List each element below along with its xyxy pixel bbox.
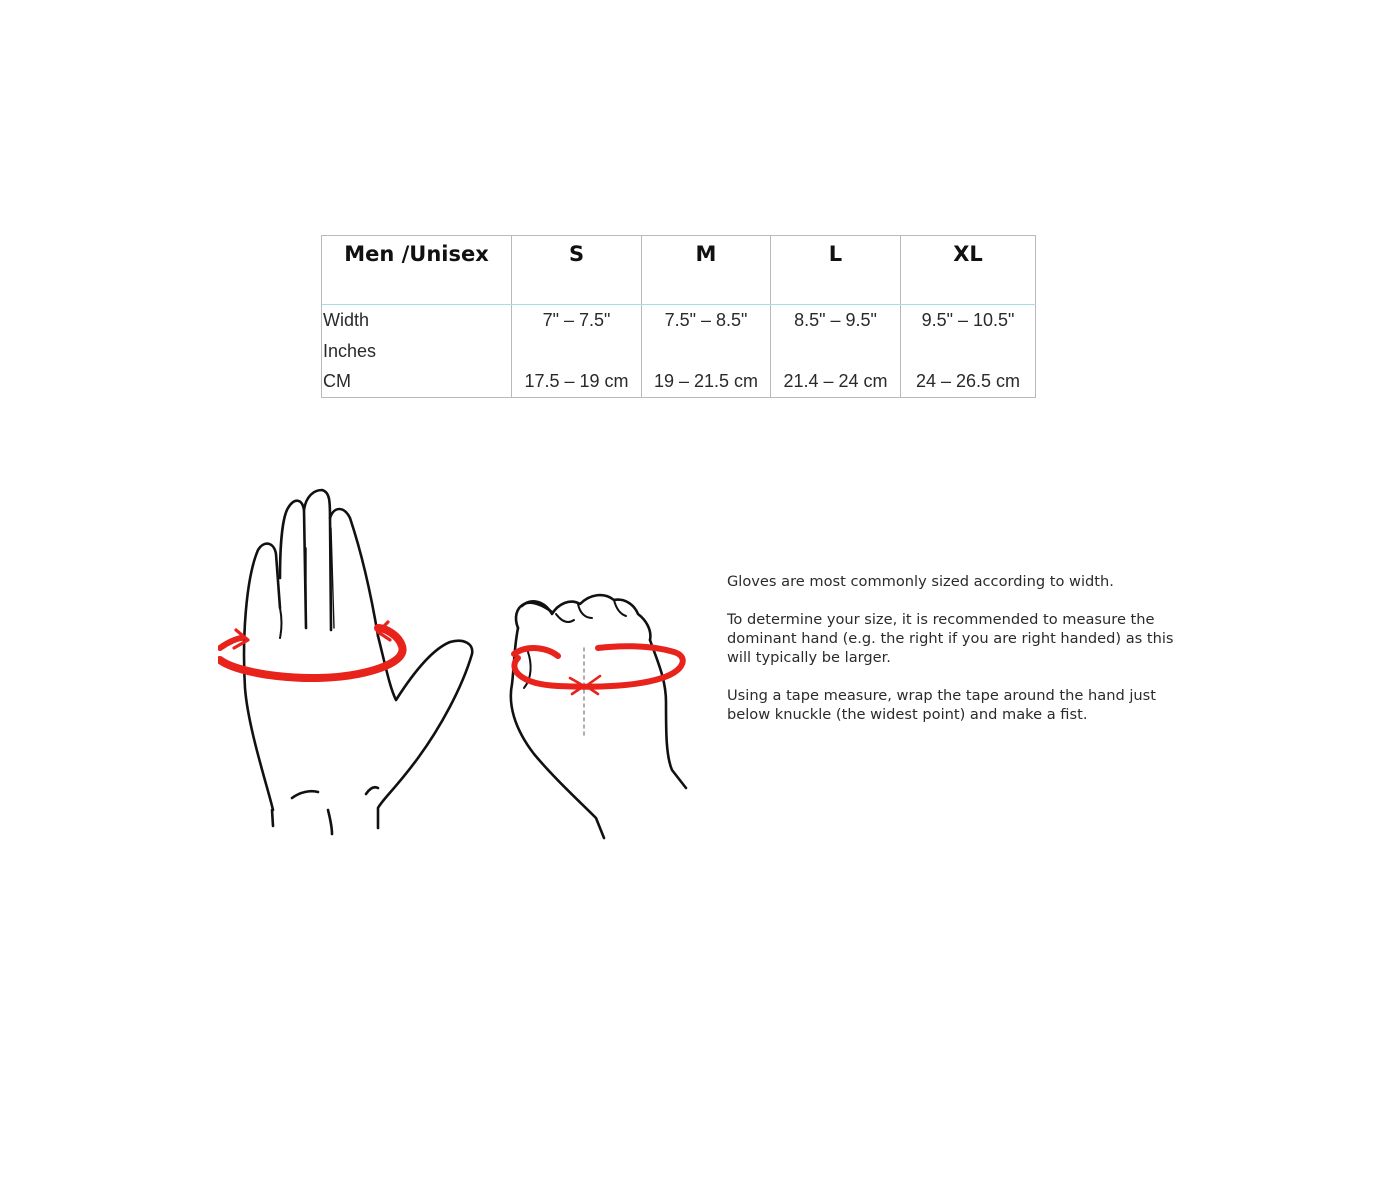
size-m-cell [642, 305, 771, 398]
size-s-cm: 17.5 – 19 cm [524, 371, 629, 391]
sizing-instructions [727, 572, 1177, 743]
header-category: Men /Unisex [322, 236, 512, 305]
size-l-cell [771, 305, 901, 398]
fist-icon [511, 595, 686, 838]
size-table-header-row [322, 236, 1036, 305]
size-s-inches: 7" – 7.5" [542, 310, 611, 330]
measuring-tape-icon [220, 622, 403, 678]
header-size-m: M [642, 236, 771, 305]
size-l-cm: 21.4 – 24 cm [783, 371, 888, 391]
hand-measurement-illustration [218, 488, 698, 848]
row-labels-cell [322, 305, 512, 398]
header-size-xl: XL [901, 236, 1036, 305]
label-width: Width [323, 310, 370, 330]
fist-tape [514, 646, 683, 694]
label-inches: Inches [323, 341, 377, 361]
label-cm: CM [323, 371, 351, 391]
instruction-paragraph: To determine your size, it is recommended to measure the dominant hand (e.g. the right if you are right handed) as this will typically be larger. [727, 611, 1174, 666]
header-size-l: L [771, 236, 901, 305]
glove-size-table [321, 235, 1036, 398]
size-xl-inches: 9.5" – 10.5" [921, 310, 1015, 330]
size-m-inches: 7.5" – 8.5" [664, 310, 748, 330]
size-m-cm: 19 – 21.5 cm [653, 371, 759, 391]
size-xl-cell [901, 305, 1036, 398]
size-xl-cm: 24 – 26.5 cm [915, 371, 1021, 391]
instruction-paragraph: Using a tape measure, wrap the tape around the hand just below knuckle (the widest point) and make a fist. [727, 687, 1156, 723]
size-table-body-row [322, 305, 1036, 398]
size-s-cell [512, 305, 642, 398]
size-l-inches: 8.5" – 9.5" [794, 310, 877, 330]
instruction-paragraph: Gloves are most commonly sized according to width. [727, 573, 1114, 590]
header-size-s: S [512, 236, 642, 305]
open-hand-icon [244, 490, 472, 834]
